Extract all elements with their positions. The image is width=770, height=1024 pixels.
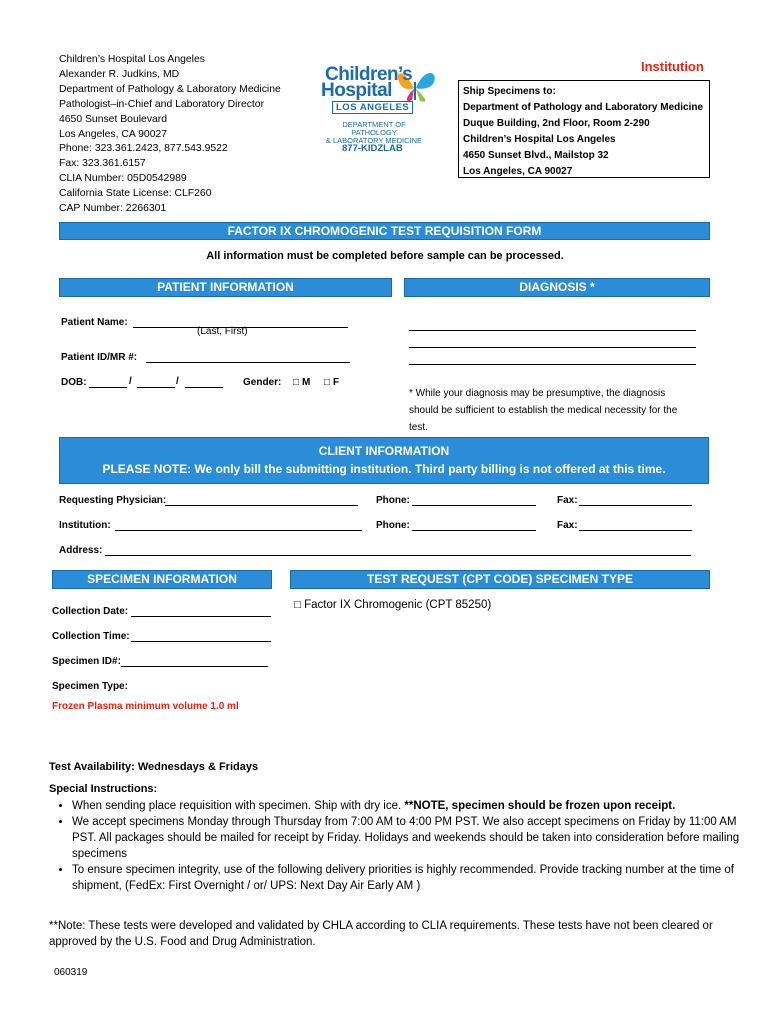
test-availability: Test Availability: Wednesdays & Fridays xyxy=(49,761,259,773)
phone-line: Phone: 323.361.2423, 877.543.9522 xyxy=(59,143,228,155)
logo-phone: 877-KIDZLAB xyxy=(342,143,403,154)
logo-dept-line2: & LABORATORY MEDICINE xyxy=(325,136,423,145)
ship-to-line: Department of Pathology and Laboratory Medicine xyxy=(463,102,704,113)
ship-to-line: Duque Building, 2nd Floor, Room 2-290 xyxy=(463,118,650,129)
diagnosis-note xyxy=(409,385,677,436)
list-item: • We accept specimens Monday through Thursday from 7:00 AM to 4:00 PM PST. We also accept specimens on Friday by 11:00 AM PST. All packages should be mailed for receipt by Friday. Holidays and weekends should be taken into consideration before mailing specimens xyxy=(72,814,752,862)
city-state-zip: Los Angeles, CA 90027 xyxy=(59,128,168,140)
gender-m-checkbox[interactable]: □ xyxy=(293,377,300,388)
fax-line: Fax: 323.361.6157 xyxy=(59,158,146,170)
test-request-heading: TEST REQUEST (CPT CODE) SPECIMEN TYPE xyxy=(290,570,710,589)
specimen-id-field[interactable] xyxy=(121,666,268,667)
list-item xyxy=(72,798,752,814)
diagnosis-line-3[interactable] xyxy=(409,364,696,365)
dob-day-field[interactable] xyxy=(137,387,175,388)
special-instructions-list xyxy=(47,798,752,894)
diagnosis-note-line1: * While your diagnosis may be presumptive, the diagnosis xyxy=(409,388,666,399)
physician-fax-field[interactable] xyxy=(579,505,692,506)
dob-slash: / xyxy=(176,376,179,387)
diagnosis-heading: DIAGNOSIS * xyxy=(404,278,710,297)
requesting-physician-label: Requesting Physician: xyxy=(59,495,167,506)
institution-field-label: Institution: xyxy=(59,520,111,531)
list-item: • To ensure specimen integrity, use of the following delivery priorities is highly recommended. Provide tracking number at the time of shipment, (FedEx: First Overnight / or/ UPS: Next Day Air Early AM ) xyxy=(72,862,752,894)
patient-info-heading: PATIENT INFORMATION xyxy=(59,278,392,297)
specimen-type-value: Frozen Plasma minimum volume 1.0 ml xyxy=(52,701,239,712)
special-instructions-heading: Special Instructions: xyxy=(49,783,158,795)
specimen-type-label: Specimen Type: xyxy=(52,681,128,692)
collection-date-field[interactable] xyxy=(131,616,271,617)
dob-month-field[interactable] xyxy=(89,387,127,388)
patient-name-label: Patient Name: xyxy=(61,317,128,328)
director-title: Pathologist–in-Chief and Laboratory Director xyxy=(59,98,265,110)
collection-time-label: Collection Time: xyxy=(52,631,130,642)
gender-label: Gender: xyxy=(243,377,282,388)
logo-name-line1: Children’s xyxy=(325,64,413,85)
patient-name-hint: (Last, First) xyxy=(197,326,248,337)
client-info-heading: CLIENT INFORMATION xyxy=(318,444,450,458)
gender-f-checkbox[interactable]: □ xyxy=(324,377,331,388)
patient-id-field[interactable] xyxy=(146,362,350,363)
ship-to-line: Los Angeles, CA 90027 xyxy=(463,166,573,177)
cap-number: CAP Number: 2266301 xyxy=(59,203,167,215)
diagnosis-note-line3: test. xyxy=(409,422,428,433)
address-field[interactable] xyxy=(105,555,691,556)
collection-time-field[interactable] xyxy=(131,641,271,642)
physician-phone-field[interactable] xyxy=(412,505,536,506)
department-name: Department of Pathology & Laboratory Medicine xyxy=(59,83,281,95)
hospital-name: Children’s Hospital Los Angeles xyxy=(59,54,205,65)
institution-label: Institution xyxy=(641,59,704,74)
logo-dept-line1: DEPARTMENT OF PATHOLOGY xyxy=(342,120,406,137)
factor-ix-test-option[interactable]: □ Factor IX Chromogenic (CPT 85250) xyxy=(294,599,492,611)
diagnosis-line-1[interactable] xyxy=(409,330,696,331)
instruction-1-text: When sending place requisition with specimen. Ship with dry ice. xyxy=(72,800,405,812)
specimen-id-label: Specimen ID#: xyxy=(52,656,121,667)
requesting-physician-field[interactable] xyxy=(165,505,358,506)
institution-fax-label: Fax: xyxy=(557,520,578,531)
collection-date-label: Collection Date: xyxy=(52,606,129,617)
dob-year-field[interactable] xyxy=(185,387,223,388)
billing-note: PLEASE NOTE: We only bill the submitting institution. Third party billing is not offered at this time. xyxy=(102,462,666,476)
dob-label: DOB: xyxy=(61,377,87,388)
specimen-info-heading: SPECIMEN INFORMATION xyxy=(52,570,272,589)
logo-name-line2: Hospital xyxy=(321,80,392,101)
physician-phone-label: Phone: xyxy=(376,495,410,506)
institution-phone-label: Phone: xyxy=(376,520,410,531)
street-address: 4650 Sunset Boulevard xyxy=(59,113,168,125)
logo-department xyxy=(324,121,424,145)
diagnosis-line-2[interactable] xyxy=(409,347,696,348)
ship-to-line: 4650 Sunset Blvd., Mailstop 32 xyxy=(463,150,609,161)
institution-phone-field[interactable] xyxy=(412,530,536,531)
gender-m-label: M xyxy=(302,377,311,388)
patient-id-label: Patient ID/MR #: xyxy=(61,352,138,363)
state-license: California State License: CLF260 xyxy=(59,188,212,200)
all-info-note: All information must be completed before sample can be processed. xyxy=(206,250,564,262)
form-title: FACTOR IX CHROMOGENIC TEST REQUISITION FORM xyxy=(59,222,710,240)
instruction-1-note: **NOTE, specimen should be frozen upon receipt. xyxy=(404,800,676,812)
institution-fax-field[interactable] xyxy=(579,530,692,531)
form-code: 060319 xyxy=(54,967,88,978)
lab-address-block xyxy=(59,53,281,217)
ship-specimens-box xyxy=(458,80,710,178)
fda-disclaimer: **Note: These tests were developed and validated by CHLA according to CLIA requirements. These tests have not been cleared or approved by the U.S. Food and Drug Administration. xyxy=(49,920,713,948)
hospital-logo xyxy=(318,64,442,156)
director-name: Alexander R. Judkins, MD xyxy=(59,68,180,80)
address-label: Address: xyxy=(59,545,103,556)
ship-to-line: Children’s Hospital Los Angeles xyxy=(463,134,616,145)
institution-field[interactable] xyxy=(115,530,362,531)
dob-slash: / xyxy=(129,376,132,387)
physician-fax-label: Fax: xyxy=(557,495,578,506)
clia-number: CLIA Number: 05D0542989 xyxy=(59,173,187,185)
diagnosis-note-line2: should be sufficient to establish the medical necessity for the xyxy=(409,405,678,416)
logo-name-line3: LOS ANGELES xyxy=(332,101,413,114)
ship-to-title: Ship Specimens to: xyxy=(463,86,556,97)
gender-f-label: F xyxy=(333,377,340,388)
client-info-banner xyxy=(59,437,709,484)
